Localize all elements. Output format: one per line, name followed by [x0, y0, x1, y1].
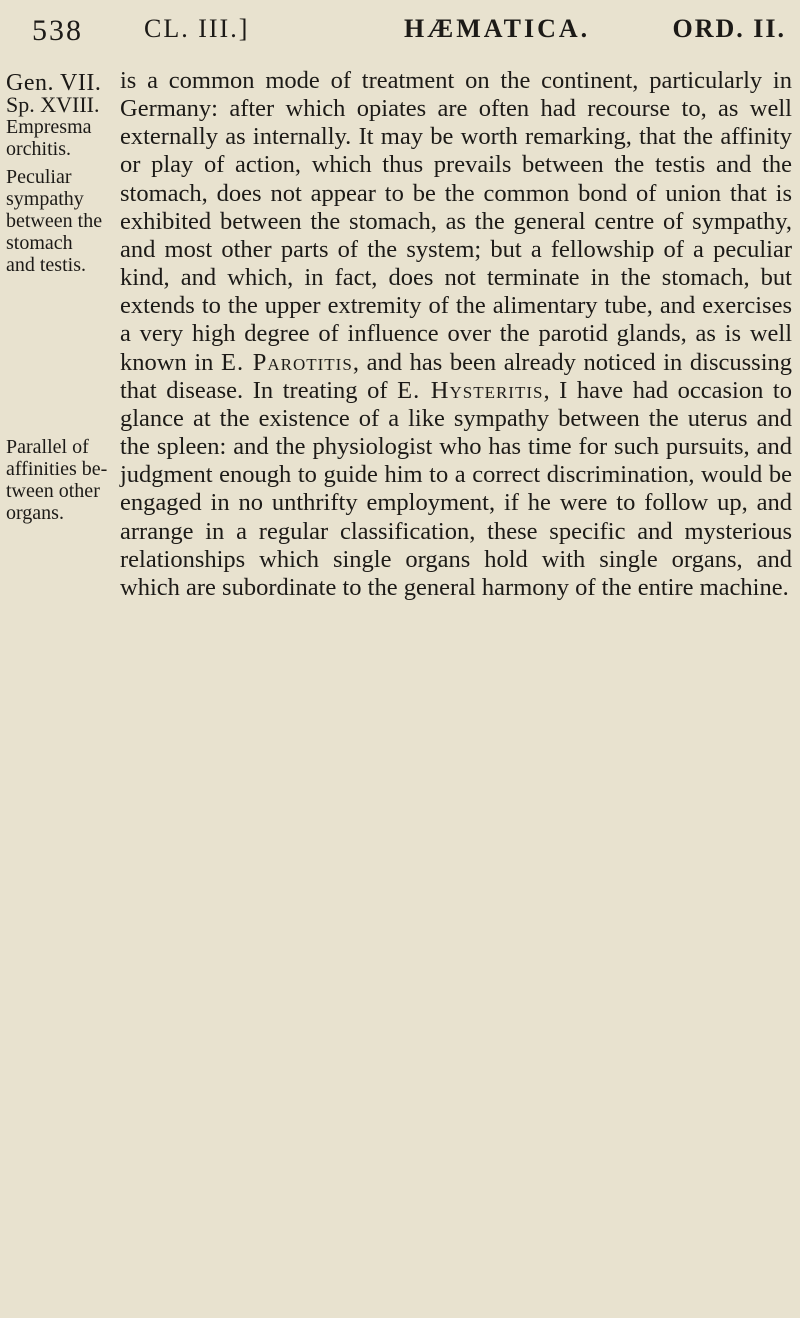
- margin-line: between the: [6, 210, 103, 232]
- text-run: , I have had occasion to glance at the existence of a like sympathy between the uterus and the spleen: and the physiologist who has time for such pursuits, and judgment enough to guide him to a correct discrimination, would be engaged in no unthrifty employment, if he were to follow up, and arrange in a regular classification, these specific and mysterious relationships which single organs hold with single organs, and which are subordinate to the general harmony of the entire machine.: [120, 376, 792, 601]
- margin-line: and testis.: [6, 254, 86, 276]
- margin-line: stomach: [6, 232, 73, 254]
- running-header: [32, 14, 786, 54]
- margin-line: Gen. VII.: [6, 70, 102, 96]
- margin-line: Peculiar: [6, 166, 72, 188]
- margin-line: Parallel of: [6, 436, 89, 458]
- disease-name-parotitis: E. Parotitis: [221, 348, 353, 376]
- text-run: is a common mode of treatment on the continent, particularly in Germany: after which opiates are often had recourse to, as well externally as internally. It may be worth remarking, that the affinity or play of action, which thus prevails between the testis and the stomach, does not appear to be the common bond of union that is exhibited between the stomach, as the general centre of sympathy, and most other parts of the system; but a fellowship of a peculiar kind, and which, in fact, does not terminate in the stomach, but extends to the upper extremity of the alimentary tube, and exercises a very high degree of influence over the parotid glands, as is well known in: [120, 67, 792, 376]
- margin-line: Sp. XVIII.: [6, 92, 100, 117]
- paragraph: [120, 67, 792, 602]
- margin-line: affinities be-: [6, 458, 108, 480]
- text-run: , and has been already noticed in discussing that disease. In treating of: [120, 348, 792, 404]
- disease-name-hysteritis: E. Hysteritis: [397, 376, 544, 404]
- margin-note-empresma: [6, 72, 124, 276]
- page-number: 538: [32, 14, 83, 47]
- order-label: ORD. II.: [672, 14, 786, 43]
- margin-note-parallel: [6, 436, 124, 524]
- margin-line: tween other: [6, 480, 100, 502]
- class-label: CL. III.]: [144, 14, 250, 43]
- body-text: [120, 67, 792, 602]
- margin-line: orchitis.: [6, 138, 71, 160]
- margin-line: Empresma: [6, 116, 92, 138]
- margin-line: organs.: [6, 502, 64, 524]
- running-title: HÆMATICA.: [404, 14, 591, 43]
- margin-line: sympathy: [6, 188, 84, 210]
